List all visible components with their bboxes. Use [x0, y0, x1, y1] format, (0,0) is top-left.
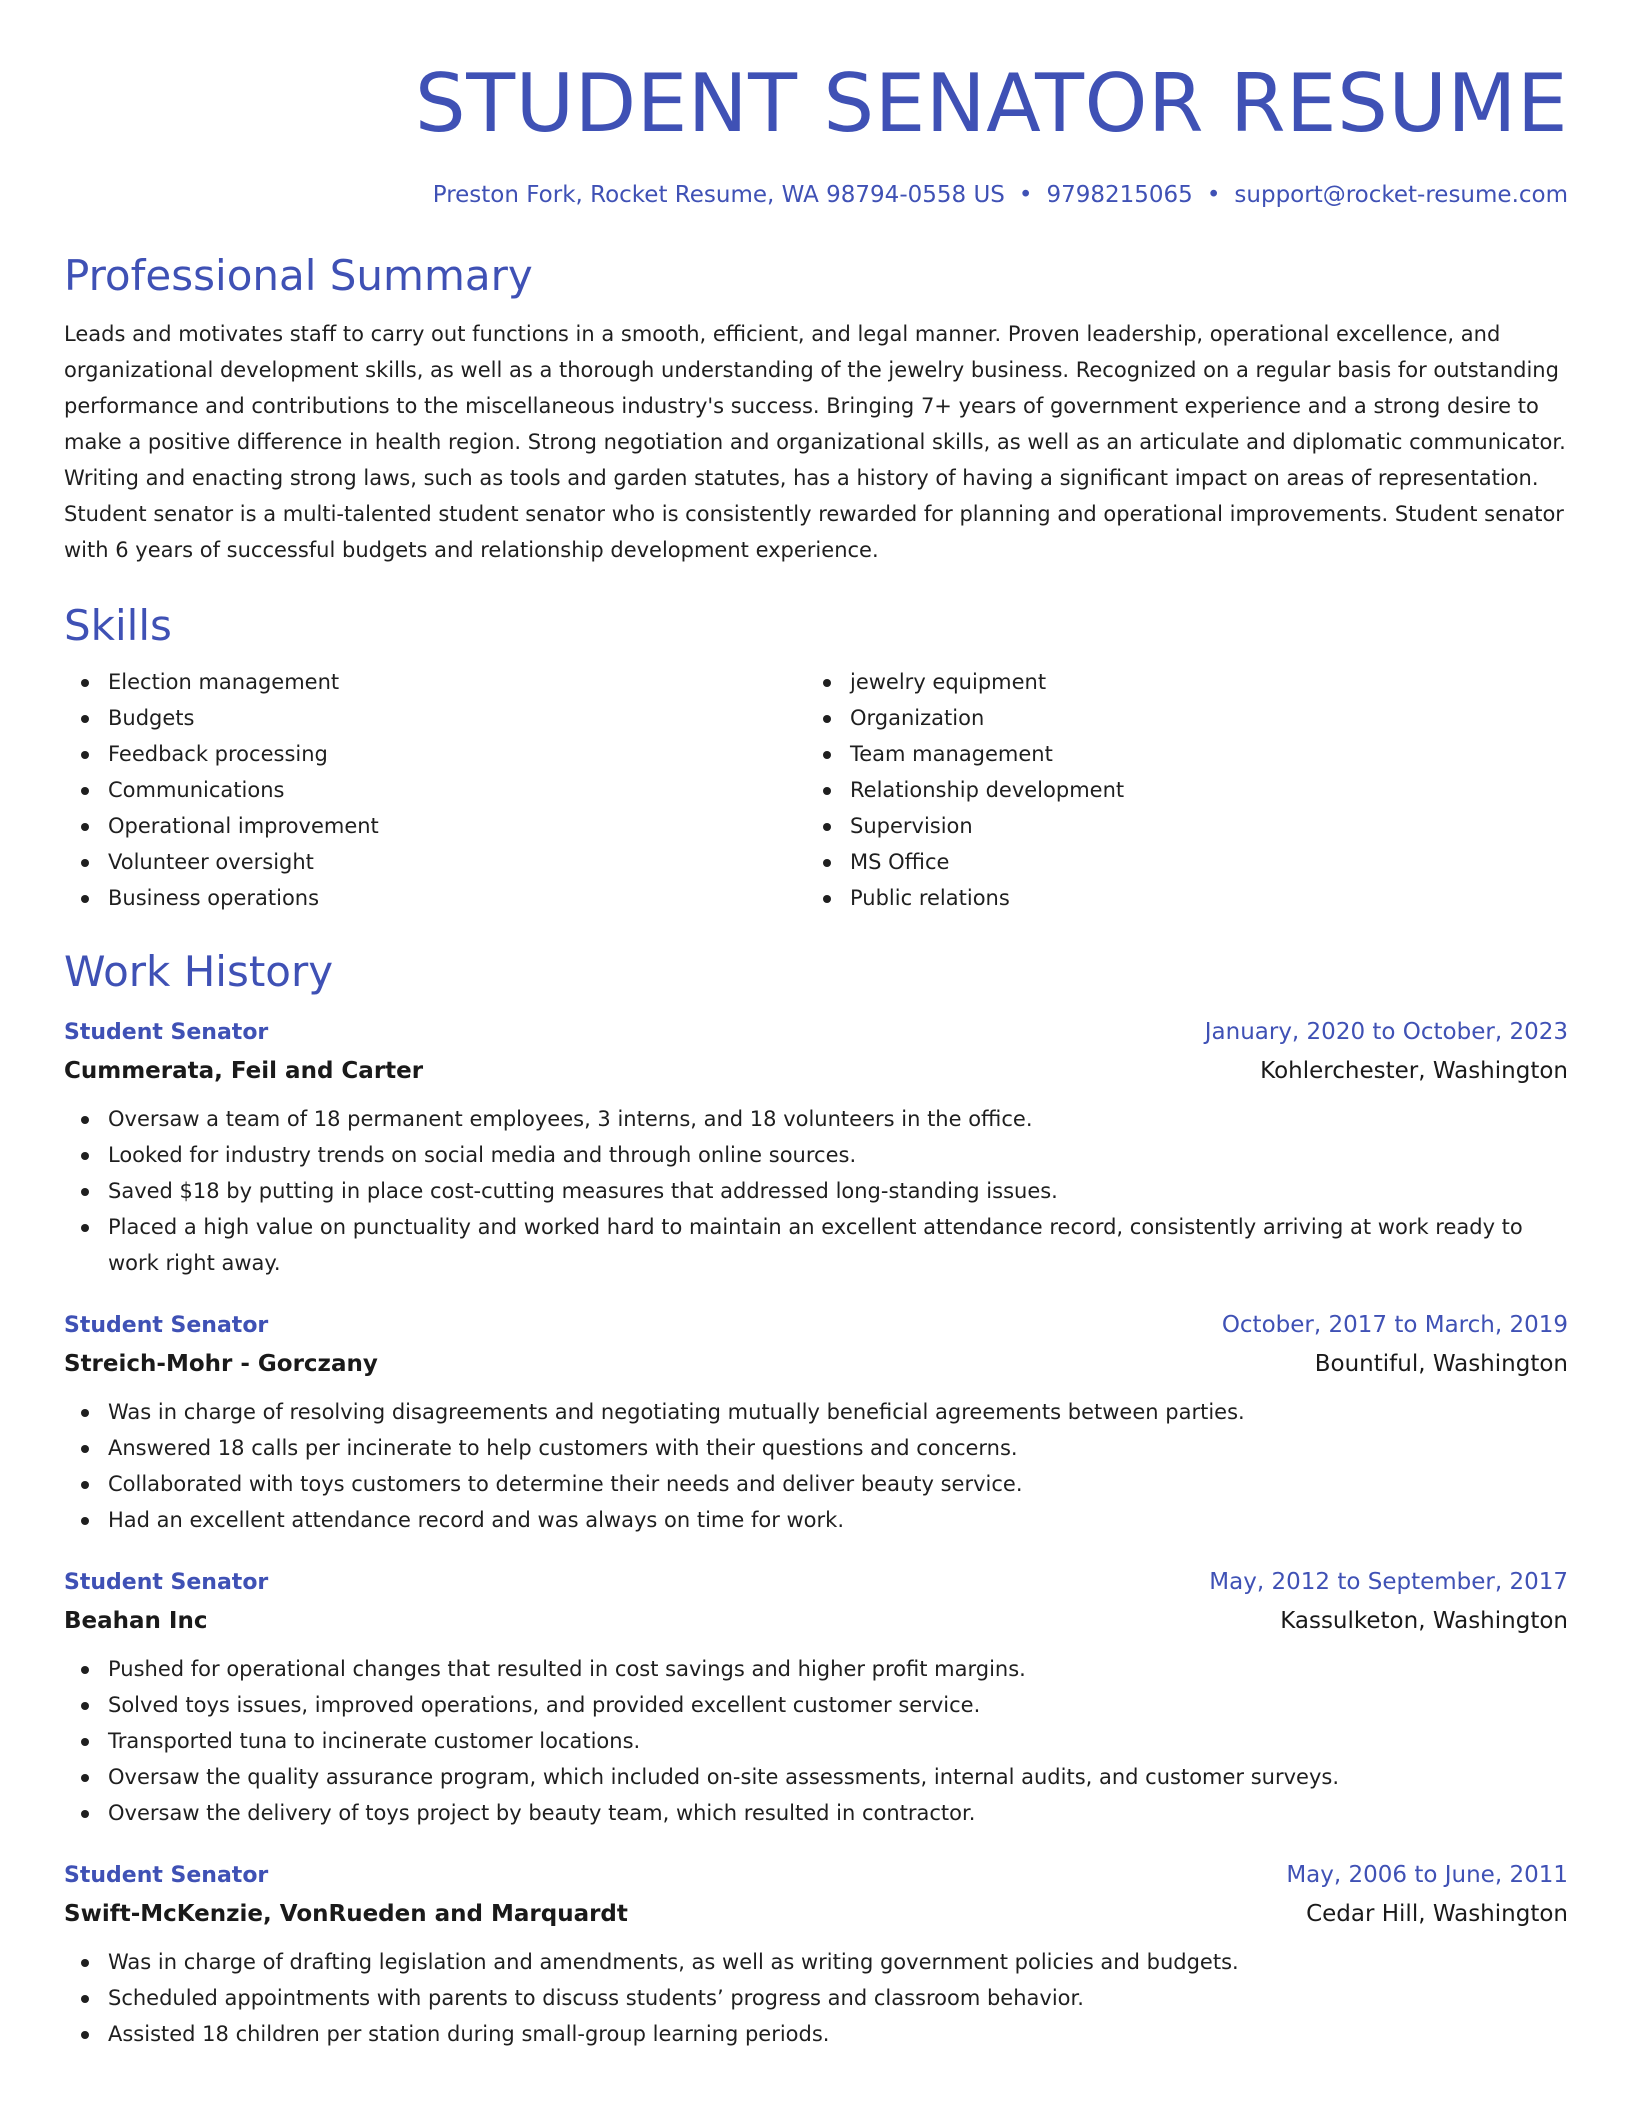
job-duty: Looked for industry trends on social media and through online sources. — [64, 1137, 1568, 1173]
job-dates: May, 2006 to June, 2011 — [1286, 1862, 1568, 1888]
job-duty: Scheduled appointments with parents to discuss students’ progress and classroom behavior. — [64, 1980, 1568, 2016]
job-entry — [64, 1014, 1568, 1281]
job-duty: Oversaw the delivery of toys project by beauty team, which resulted in contractor. — [64, 1795, 1568, 1831]
job-location: Cedar Hill, Washington — [1306, 1901, 1568, 1927]
skills-column-left — [64, 664, 806, 916]
skills-column-right — [806, 664, 1548, 916]
job-company: Cummerata, Feil and Carter — [64, 1058, 424, 1084]
skill-item: Organization — [806, 700, 1548, 736]
job-duties — [64, 1101, 1568, 1281]
job-entry — [64, 1857, 1568, 2052]
job-dates: January, 2020 to October, 2023 — [1204, 1019, 1568, 1045]
skill-item: Relationship development — [806, 772, 1548, 808]
contact-email: support@rocket-resume.com — [1234, 182, 1568, 208]
skill-item: Team management — [806, 736, 1548, 772]
job-duties — [64, 1944, 1568, 2052]
job-duties — [64, 1651, 1568, 1831]
work-history-list — [64, 1014, 1568, 2052]
job-duties — [64, 1394, 1568, 1538]
skills-list — [64, 664, 1568, 916]
skill-item: Budgets — [64, 700, 806, 736]
resume-title: STUDENT SENATOR RESUME — [414, 57, 1568, 150]
skill-item: Operational improvement — [64, 808, 806, 844]
job-duty: Was in charge of resolving disagreements and negotiating mutually beneficial agreements between parties. — [64, 1394, 1568, 1430]
job-duty: Oversaw a team of 18 permanent employees, 3 interns, and 18 volunteers in the office. — [64, 1101, 1568, 1137]
job-duty: Transported tuna to incinerate customer locations. — [64, 1723, 1568, 1759]
contact-address: Preston Fork, Rocket Resume, WA 98794-0558 US — [432, 182, 1005, 208]
skill-item: Feedback processing — [64, 736, 806, 772]
job-entry — [64, 1564, 1568, 1831]
job-location: Kassulketon, Washington — [1280, 1608, 1568, 1634]
job-title: Student Senator — [64, 1313, 269, 1338]
job-title: Student Senator — [64, 1020, 269, 1045]
job-location: Bountiful, Washington — [1314, 1351, 1568, 1377]
job-duty: Assisted 18 children per station during small-group learning periods. — [64, 2016, 1568, 2052]
job-duty: Answered 18 calls per incinerate to help customers with their questions and concerns. — [64, 1430, 1568, 1466]
contact-line — [64, 180, 1568, 210]
job-duty: Oversaw the quality assurance program, which included on-site assessments, internal audits, and customer surveys. — [64, 1759, 1568, 1795]
job-company: Streich-Mohr - Gorczany — [64, 1351, 378, 1377]
skill-item: Public relations — [806, 880, 1548, 916]
skill-item: jewelry equipment — [806, 664, 1548, 700]
job-duty: Pushed for operational changes that resulted in cost savings and higher profit margins. — [64, 1651, 1568, 1687]
skill-item: Business operations — [64, 880, 806, 916]
job-duty: Had an excellent attendance record and was always on time for work. — [64, 1502, 1568, 1538]
skill-item: Volunteer oversight — [64, 844, 806, 880]
job-location: Kohlerchester, Washington — [1260, 1058, 1568, 1084]
job-title: Student Senator — [64, 1570, 269, 1595]
job-duty: Saved $18 by putting in place cost-cutting measures that addressed long-standing issues. — [64, 1173, 1568, 1209]
job-title: Student Senator — [64, 1863, 269, 1888]
professional-summary-text: Leads and motivates staff to carry out functions in a smooth, efficient, and legal manner. Proven leadership, operational excellence, and organizational development skills, as well as a thorough understanding of the jewelry business. Recognized on a regular basis for outstanding performance and contributions to the miscellaneous industry's success. Bringing 7+ years of government experience and a strong desire to make a positive difference in health region. Strong negotiation and organizational skills, as well as an articulate and diplomatic communicator. Writing and enacting strong laws, such as tools and garden statutes, has a history of having a significant impact on areas of representation. Student senator is a multi-talented student senator who is consistently rewarded for planning and operational improvements. Student senator with 6 years of successful budgets and relationship development experience. — [64, 322, 1566, 562]
contact-separator: • — [1206, 182, 1221, 208]
skill-item: MS Office — [806, 844, 1548, 880]
job-company: Beahan Inc — [64, 1608, 208, 1634]
contact-separator: • — [1018, 182, 1033, 208]
job-dates: May, 2012 to September, 2017 — [1209, 1569, 1568, 1595]
skills-heading: Skills — [64, 601, 172, 650]
job-entry — [64, 1307, 1568, 1538]
contact-phone: 9798215065 — [1046, 182, 1193, 208]
job-duty: Solved toys issues, improved operations, and provided excellent customer service. — [64, 1687, 1568, 1723]
work-history-heading: Work History — [64, 947, 334, 996]
resume-page — [64, 0, 1568, 2052]
job-dates: October, 2017 to March, 2019 — [1221, 1312, 1568, 1338]
skill-item: Communications — [64, 772, 806, 808]
job-duty: Collaborated with toys customers to determine their needs and deliver beauty service. — [64, 1466, 1568, 1502]
skill-item: Supervision — [806, 808, 1548, 844]
job-company: Swift-McKenzie, VonRueden and Marquardt — [64, 1901, 628, 1927]
job-duty: Was in charge of drafting legislation and amendments, as well as writing government policies and budgets. — [64, 1944, 1568, 1980]
professional-summary-heading: Professional Summary — [64, 251, 533, 300]
skill-item: Election management — [64, 664, 806, 700]
job-duty: Placed a high value on punctuality and worked hard to maintain an excellent attendance record, consistently arriving at work ready to work right away. — [64, 1209, 1568, 1281]
